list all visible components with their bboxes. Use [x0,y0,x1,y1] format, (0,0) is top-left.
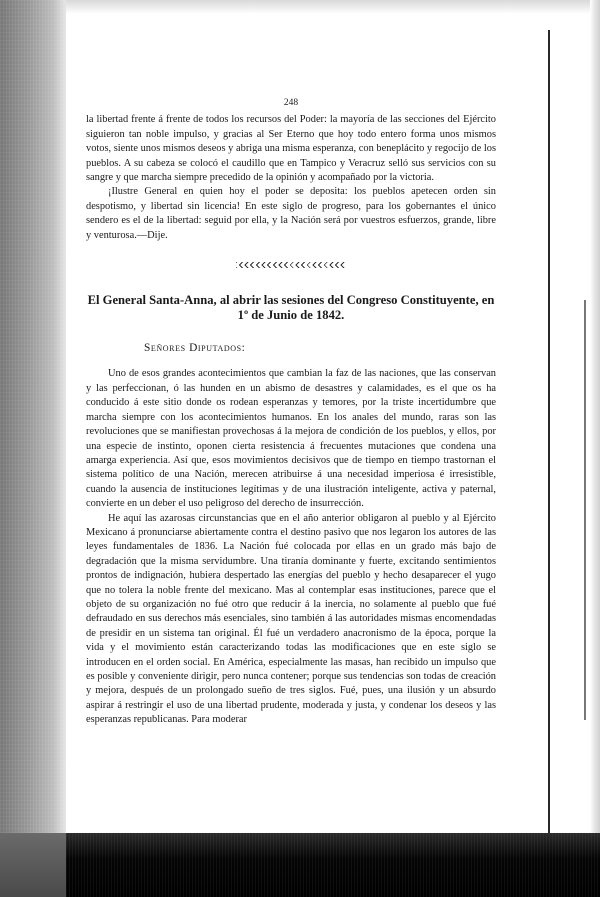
ornamental-divider [236,262,346,268]
document-page [86,96,496,728]
scan-edge-bottom [0,833,600,897]
paragraph: He aquí las azarosas circunstancias que en el año anterior obligaron al pueblo y al Ejército Mexicano á pronunciarse abiertamente contra el destino pasivo que nos legaron los autores de las leyes fundamentales de 1836. La Nación fué colocada por ellas en un grado más bajo de degradación que la misma servidumbre. Una tiranía dominante y fuerte, excitando sentimientos prontos de indignación, hubiera despertado las energías del pueblo y hecho desaparecer el yugo que no tolera la noble frente del mexicano. Mas al contemplar esas instituciones, parece que el objeto de su organización no fué otro que reducir á la inercia, no solamente al pueblo que fué defraudado en sus derechos más esenciales, sino también á las autoridades mismas encomendadas de presidir en un sistema tan original. Él fué un verdadero anacronismo de la época, porque la vida y el movimiento están caracterizando todas las modificaciones que en este siglo se introducen en el orden social. En América, especialmente las masas, han recibido un impulso que es posible y conveniente dirigir, pero nunca contener; porque sus tendencias son todas de creación y mejora, después de un prolongado sueño de tres siglos. Fué, pues, una ilusión y un absurdo aspirar á restringir el uso de una libertad prudente, moderada y justa, y condenar los deseos y las esperanzas republicanas. Para moderar [86,512,496,726]
paragraph: la libertad frente á frente de todos los recursos del Poder: la mayoría de las secciones del Ejército siguieron tan noble impulso, y gracias al Ser Eterno que hoy todo entero forma unos mismos votos, siente unos mismos deseos y abriga una misma esperanza, con beneplácito y regocijo de los pueblos. A su cabeza se colocó el caudillo que en Tampico y Veracruz selló sus servicios con su sangre y que marcha siempre precedido de la opinión y acompañado por la victoria. [86,114,496,184]
paragraph: ¡Ilustre General en quien hoy el poder se deposita: los pueblos apetecen orden sin despotismo, y libertad sin licencia! En este siglo de progreso, para los gobernantes el único sendero es el de la libertad: seguid por ella, y la Nación será por vuestros esfuerzos, grande, libre y venturosa.—Dije. [86,186,496,241]
scan-edge-left [0,0,66,897]
scan-mark-right [584,300,586,720]
scan-corner [0,833,66,897]
page-number: 248 [283,98,299,108]
scan-shadow-top [66,0,600,14]
salutation: Señores Diputados: [144,342,246,355]
section-heading: El General Santa-Anna, al abrir las sesiones del Congreso Constituyente, en 1º de Junio de 1842. [87,293,495,323]
page-edge-rule [548,30,550,833]
paragraph: Uno de esos grandes acontecimientos que cambian la faz de las naciones, que las conservan y las perfeccionan, ó las hunden en un abismo de desastres y calamidades, es el que os ha conducido á este sitio donde os rodean esperanzas y temores, por la triste incertidumbre que marcha siempre con los acontecimientos humanos. En los anales del mundo, raras son las revoluciones que se manifiestan provechosas á la mejora de condición de los pueblos, y ellos, por una especie de instinto, oponen cierta resistencia á frecuentes mutaciones que condena una amarga experiencia. Así que, esos movimientos decisivos que de tiempo en tiempo trastornan el sistema político de una Nación, merecen atribuirse á una necesidad imperiosa é irresistible, cuando la ausencia de instituciones legítimas y de una ilustración inteligente, activa y paternal, convierte en un deber el uso peligroso del derecho de insurrección. [86,368,496,510]
scan-edge-right [590,0,600,833]
